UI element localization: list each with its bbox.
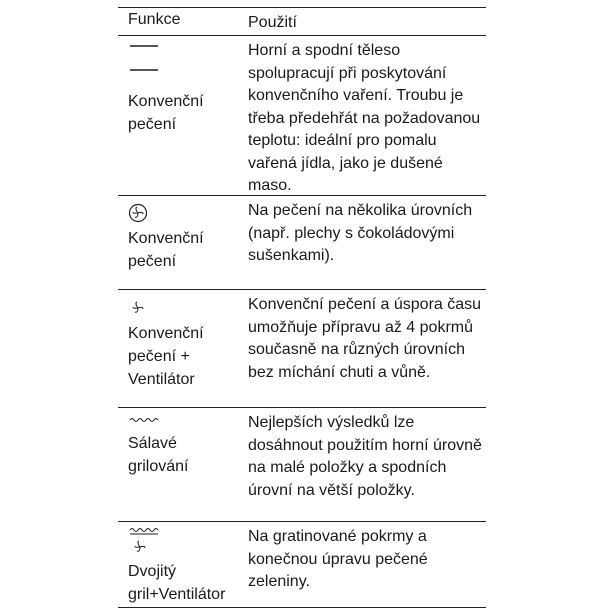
function-usage: Horní a spodní těleso spolupracují při poskytování konvenčního vaření. Troubu je třeba předehřát na požadovanou teplotu: ideální pro pomalu vařená jídla, jako je dušené maso. <box>248 42 481 194</box>
function-name: gril+Ventilátor <box>128 586 226 603</box>
function-name: Konvenční <box>128 325 204 342</box>
two-horizontal-lines-icon <box>128 36 236 90</box>
table-row <box>118 408 486 522</box>
oven-functions-table <box>118 7 486 608</box>
wavy-grill-icon <box>128 412 236 432</box>
function-usage: Na gratinované pokrmy a konečnou úpravu pečené zeleniny. <box>248 528 428 590</box>
table-row <box>118 290 486 408</box>
table-row <box>118 522 486 608</box>
function-usage: Konvenční pečení a úspora času umožňuje přípravu až 4 pokrmů současně na různých úrovních bez míchání chuti a vůně. <box>248 296 482 381</box>
function-name: pečení <box>128 253 177 270</box>
table-row <box>118 36 486 196</box>
double-grill-fan-icon <box>128 526 236 560</box>
function-name: Ventilátor <box>128 371 195 388</box>
function-usage: Na pečení na několika úrovních (např. plechy s čokoládovými sušenkami). <box>248 202 473 264</box>
fan-circle-icon <box>128 202 236 227</box>
table-row <box>118 196 486 290</box>
function-name: Konvenční <box>128 230 204 247</box>
function-name: Konvenční <box>128 93 204 110</box>
function-name: Dvojitý <box>128 563 177 580</box>
function-name: pečení <box>128 116 177 133</box>
function-name: grilování <box>128 458 189 475</box>
table-header <box>118 7 486 36</box>
header-function: Funkce <box>128 11 181 28</box>
header-usage: Použití <box>248 14 297 31</box>
function-name: Sálavé <box>128 435 177 452</box>
fan-icon <box>128 298 236 322</box>
function-name: pečení + <box>128 348 190 365</box>
function-usage: Nejlepších výsledků lze dosáhnout použitím horní úrovně na malé položky a spodních úrovní na větší položky. <box>248 414 482 499</box>
